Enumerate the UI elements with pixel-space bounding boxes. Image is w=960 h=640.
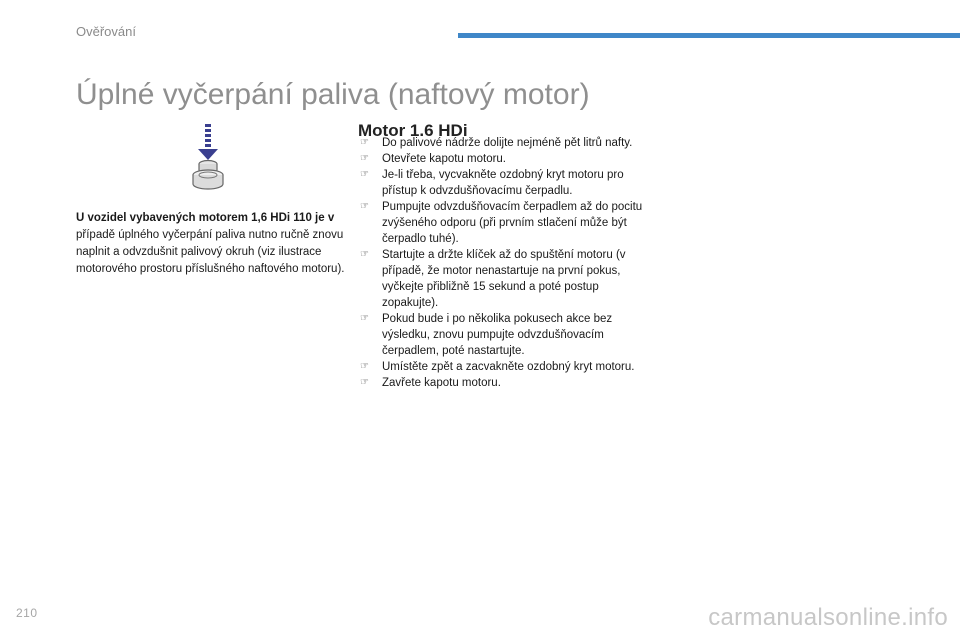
pointing-hand-icon: ☞ [360,249,369,260]
page-number: 210 [16,606,38,620]
pointing-hand-icon: ☞ [360,153,369,164]
list-item: ☞ Pokud bude i po několika pokusech akce bez výsledku, znovu pumpujte odvzdušňovacím čerpadlem, poté nastartujte. [360,313,613,357]
intro-lead: U vozidel vybavených motorem 1,6 HDi 110 je v [76,212,335,224]
pointing-hand-icon: ☞ [360,169,369,180]
list-item: ☞ Pumpujte odvzdušňovacím čerpadlem až do pocitu zvýšeného odporu (při prvním stlačení může být čerpadlo tuhé). [360,201,643,245]
pointing-hand-icon: ☞ [360,137,369,148]
pointing-hand-icon: ☞ [360,377,369,388]
list-item: ☞ Je-li třeba, vycvakněte ozdobný kryt motoru pro přístup k odvzdušňovacímu čerpadlu. [360,169,624,197]
intro-paragraph [76,210,346,278]
pointing-hand-icon: ☞ [360,313,369,324]
step-list [360,135,650,391]
header-accent-bar [458,33,960,38]
watermark: carmanualsonline.info [708,604,948,631]
list-item: ☞ Umístěte zpět a zacvakněte ozdobný kryt motoru. [360,361,635,373]
pointing-hand-icon: ☞ [360,361,369,372]
list-item: ☞ Zavřete kapotu motoru. [360,377,501,389]
list-item: ☞ Startujte a držte klíček až do spuštění motoru (v případě, že motor nenastartuje na první pokus, vyčkejte přibližně 15 sekund a poté postup zopakujte). [360,249,626,309]
page-title: Úplné vyčerpání paliva (naftový motor) [76,78,590,112]
intro-body: případě úplného vyčerpání paliva nutno ručně znovu naplnit a odvzdušnit palivový okruh (viz ilustrace motorového prostoru příslušného naftového motoru). [76,229,345,275]
section-title: Motor 1.6 HDi [358,121,468,141]
pointing-hand-icon: ☞ [360,201,369,212]
section-label: Ověřování [76,24,136,39]
fuel-pump-press-icon [186,122,230,194]
list-item: ☞ Do palivové nádrže dolijte nejméně pět litrů nafty. [360,137,633,149]
list-item: ☞ Otevřete kapotu motoru. [360,153,507,165]
